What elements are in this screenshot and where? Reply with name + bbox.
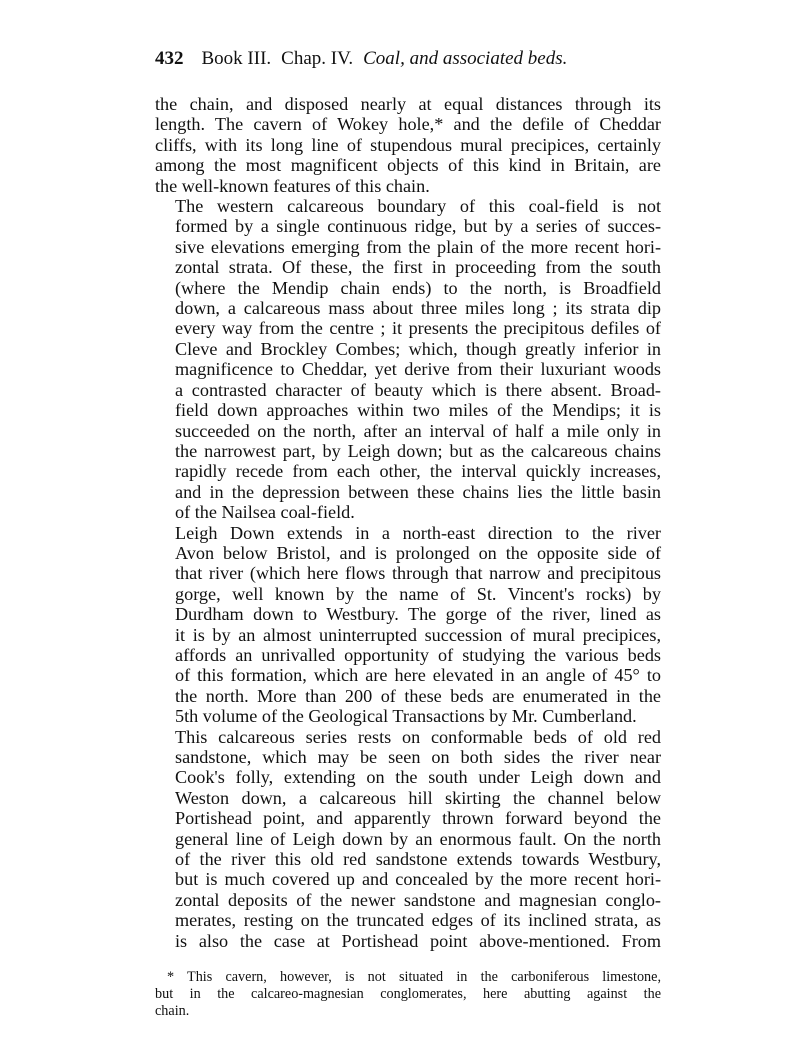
text-line: rapidly recede from each other, the interval quickly increases,	[175, 461, 661, 482]
book-page	[155, 48, 661, 1020]
text-line: merates, resting on the truncated edges of its inclined strata, as	[175, 910, 661, 931]
text-line: magnificence to Cheddar, yet derive from their luxuriant woods	[175, 359, 661, 380]
text-line: Portishead point, and apparently thrown forward beyond the	[175, 808, 661, 829]
text-line: is also the case at Portishead point above-mentioned. From	[175, 930, 661, 951]
text-line: of this formation, which are here elevated in an angle of 45° to	[175, 665, 661, 686]
text-line: field down approaches within two miles of the Mendips; it is	[175, 400, 661, 421]
text-line: and in the depression between these chains lies the little basin	[175, 481, 661, 502]
text-line: formed by a single continuous ridge, but by a series of succes-	[175, 216, 661, 237]
text-line: cliffs, with its long line of stupendous mural precipices, certainly	[155, 134, 661, 155]
running-head	[155, 48, 661, 78]
text-line: This calcareous series rests on conformable beds of old red	[175, 726, 661, 747]
text-line: among the most magnificent objects of this kind in Britain, are	[155, 155, 661, 176]
text-line: zontal deposits of the newer sandstone and magnesian conglo-	[175, 889, 661, 910]
text-line: Avon below Bristol, and is prolonged on the opposite side of	[175, 542, 661, 563]
footnote-line: chain.	[155, 1003, 190, 1020]
paragraph	[155, 94, 661, 196]
body-text	[155, 94, 661, 951]
text-line: it is by an almost uninterrupted succession of mural precipices,	[175, 624, 661, 645]
text-line: Leigh Down extends in a north-east direction to the river	[175, 522, 661, 543]
page-number: 432	[155, 48, 184, 69]
footnote-line: but in the calcareo-magnesian conglomerates, here abutting against the	[155, 986, 661, 1003]
text-line: Weston down, a calcareous hill skirting the channel below	[175, 787, 661, 808]
paragraph	[155, 727, 661, 951]
text-line: (where the Mendip chain ends) to the north, is Broadfield	[175, 277, 661, 298]
text-line: sandstone, which may be seen on both sides the river near	[175, 747, 661, 767]
text-line: the north. More than 200 of these beds are enumerated in the	[175, 685, 661, 706]
paragraph	[155, 523, 661, 727]
text-line: Durdham down to Westbury. The gorge of the river, lined as	[175, 604, 661, 625]
text-line: down, a calcareous mass about three miles long ; its strata dip	[175, 298, 661, 319]
text-line: Cook's folly, extending on the south under Leigh down and	[175, 767, 661, 788]
text-line: of the Nailsea coal-field.	[175, 502, 355, 523]
text-line: a contrasted character of beauty which is there absent. Broad-	[175, 379, 661, 400]
text-line: that river (which here flows through that narrow and precipitous	[175, 563, 661, 584]
text-line: but is much covered up and concealed by the more recent hori-	[175, 869, 661, 890]
chapter-label: Chap. IV.	[281, 48, 354, 69]
text-line: gorge, well known by the name of St. Vincent's rocks) by	[175, 583, 661, 604]
book-label: Book III.	[201, 48, 272, 69]
text-line: The western calcareous boundary of this coal-field is not	[175, 196, 661, 217]
paragraph	[155, 196, 661, 523]
text-line: length. The cavern of Wokey hole,* and the defile of Cheddar	[155, 114, 661, 135]
text-line: every way from the centre ; it presents the precipitous defiles of	[175, 318, 661, 339]
text-line: Cleve and Brockley Combes; which, though greatly inferior in	[175, 338, 661, 359]
footnote-line: * This cavern, however, is not situated in the carboniferous limestone,	[167, 969, 661, 986]
text-line: succeeded on the north, after an interval of half a mile only in	[175, 420, 661, 441]
text-line: 5th volume of the Geological Transactions by Mr. Cumberland.	[175, 706, 637, 727]
text-line: the chain, and disposed nearly at equal distances through its	[155, 94, 661, 114]
text-line: sive elevations emerging from the plain of the more recent hori-	[175, 236, 661, 257]
text-line: affords an unrivalled opportunity of studying the various beds	[175, 644, 661, 665]
text-line: general line of Leigh down by an enormous fault. On the north	[175, 828, 661, 849]
footnote	[155, 969, 661, 1020]
running-title: Coal, and associated beds.	[363, 48, 568, 69]
text-line: the well-known features of this chain.	[155, 175, 430, 196]
text-line: zontal strata. Of these, the first in proceeding from the south	[175, 257, 661, 278]
text-line: of the river this old red sandstone extends towards Westbury,	[175, 849, 661, 870]
text-line: the narrowest part, by Leigh down; but as the calcareous chains	[175, 440, 661, 461]
